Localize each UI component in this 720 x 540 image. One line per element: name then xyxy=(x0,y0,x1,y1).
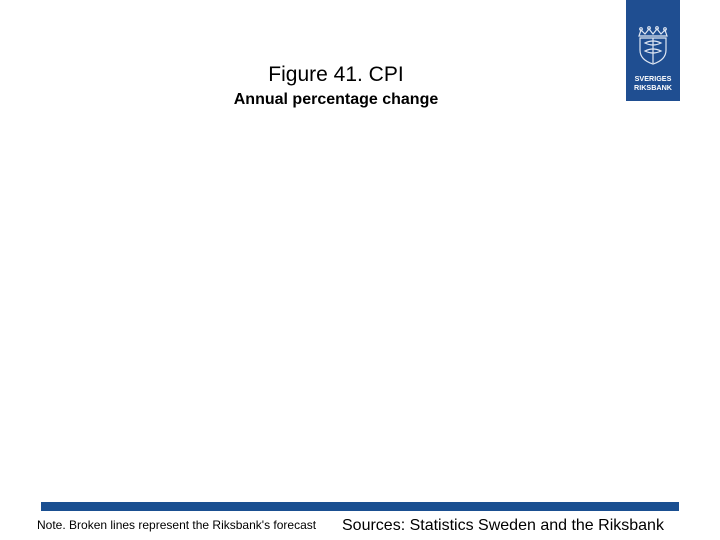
chart-area xyxy=(40,120,680,495)
logo-line-1: SVERIGES xyxy=(634,74,672,83)
figure-title: Figure 41. CPI xyxy=(268,63,404,86)
footer-sources: Sources: Statistics Sweden and the Riksbank xyxy=(342,517,664,534)
logo-line-2: RIKSBANK xyxy=(634,83,672,92)
footer-note: Note. Broken lines represent the Riksbank's forecast xyxy=(37,518,317,532)
footer-bar xyxy=(41,502,679,511)
figure-subtitle: Annual percentage change xyxy=(233,91,439,108)
